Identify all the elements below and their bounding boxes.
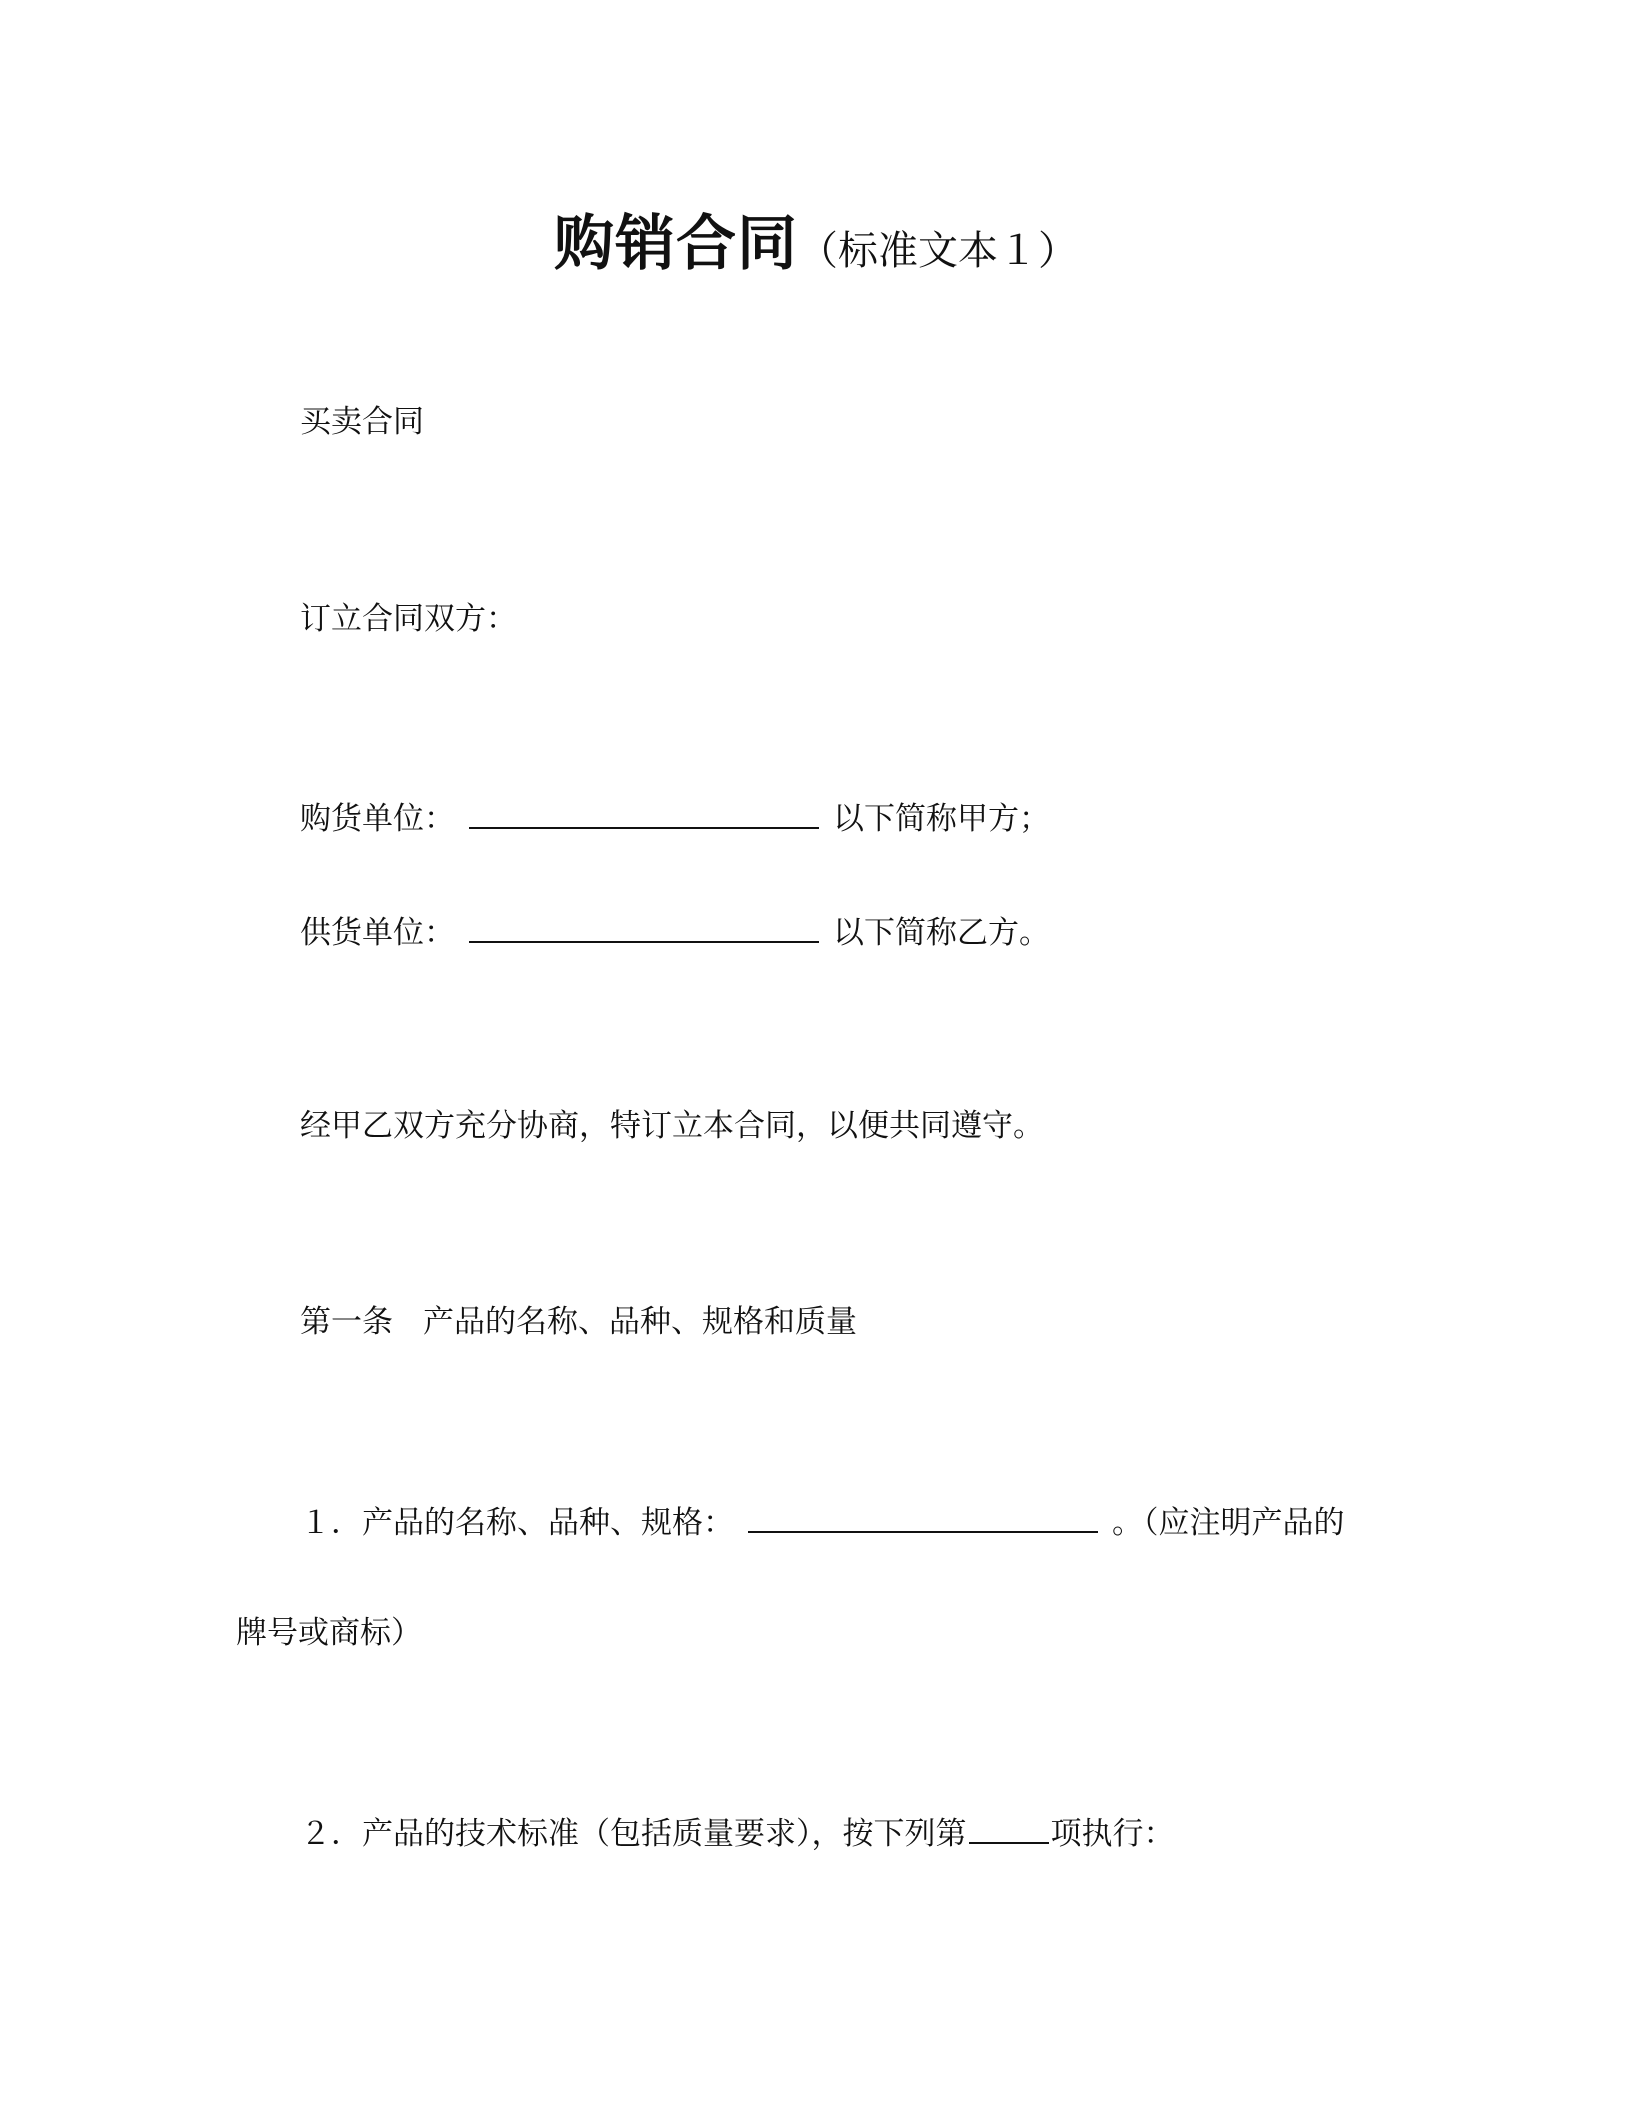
buyer-line (300, 793, 1050, 841)
item-2-blank-field[interactable] (969, 1808, 1049, 1844)
item-1-label: １．产品的名称、品种、规格： (300, 1505, 734, 1541)
parties-intro: 订立合同双方： (300, 601, 517, 637)
seller-suffix: 以下简称乙方。 (833, 915, 1050, 951)
section-heading: 买卖合同 (300, 404, 424, 440)
document-title (0, 196, 1632, 282)
agreement-statement: 经甲乙双方充分协商，特订立本合同，以便共同遵守。 (300, 1108, 1044, 1144)
seller-line (300, 907, 1050, 955)
item-2-line (300, 1808, 1175, 1856)
item-1-blank-field[interactable] (748, 1497, 1098, 1533)
item-2-label: ２．产品的技术标准（包括质量要求），按下列第 (300, 1816, 967, 1852)
buyer-label: 购货单位： (300, 801, 455, 837)
item-1-line (300, 1497, 1345, 1545)
article-1-heading (300, 1300, 857, 1344)
buyer-blank-field[interactable] (469, 793, 819, 829)
seller-label: 供货单位： (300, 915, 455, 951)
seller-blank-field[interactable] (469, 907, 819, 943)
article-1-title: 产品的名称、品种、规格和质量 (423, 1304, 857, 1340)
item-1-suffix: 。（应注明产品的 (1112, 1505, 1345, 1541)
article-1-number: 第一条 (300, 1304, 393, 1340)
buyer-suffix: 以下简称甲方； (833, 801, 1050, 837)
title-main: 购销合同 (554, 209, 798, 279)
title-subtitle: （标准文本１） (798, 228, 1078, 274)
item-2-suffix: 项执行： (1050, 1816, 1175, 1852)
item-1-continuation: 牌号或商标） (236, 1615, 422, 1651)
